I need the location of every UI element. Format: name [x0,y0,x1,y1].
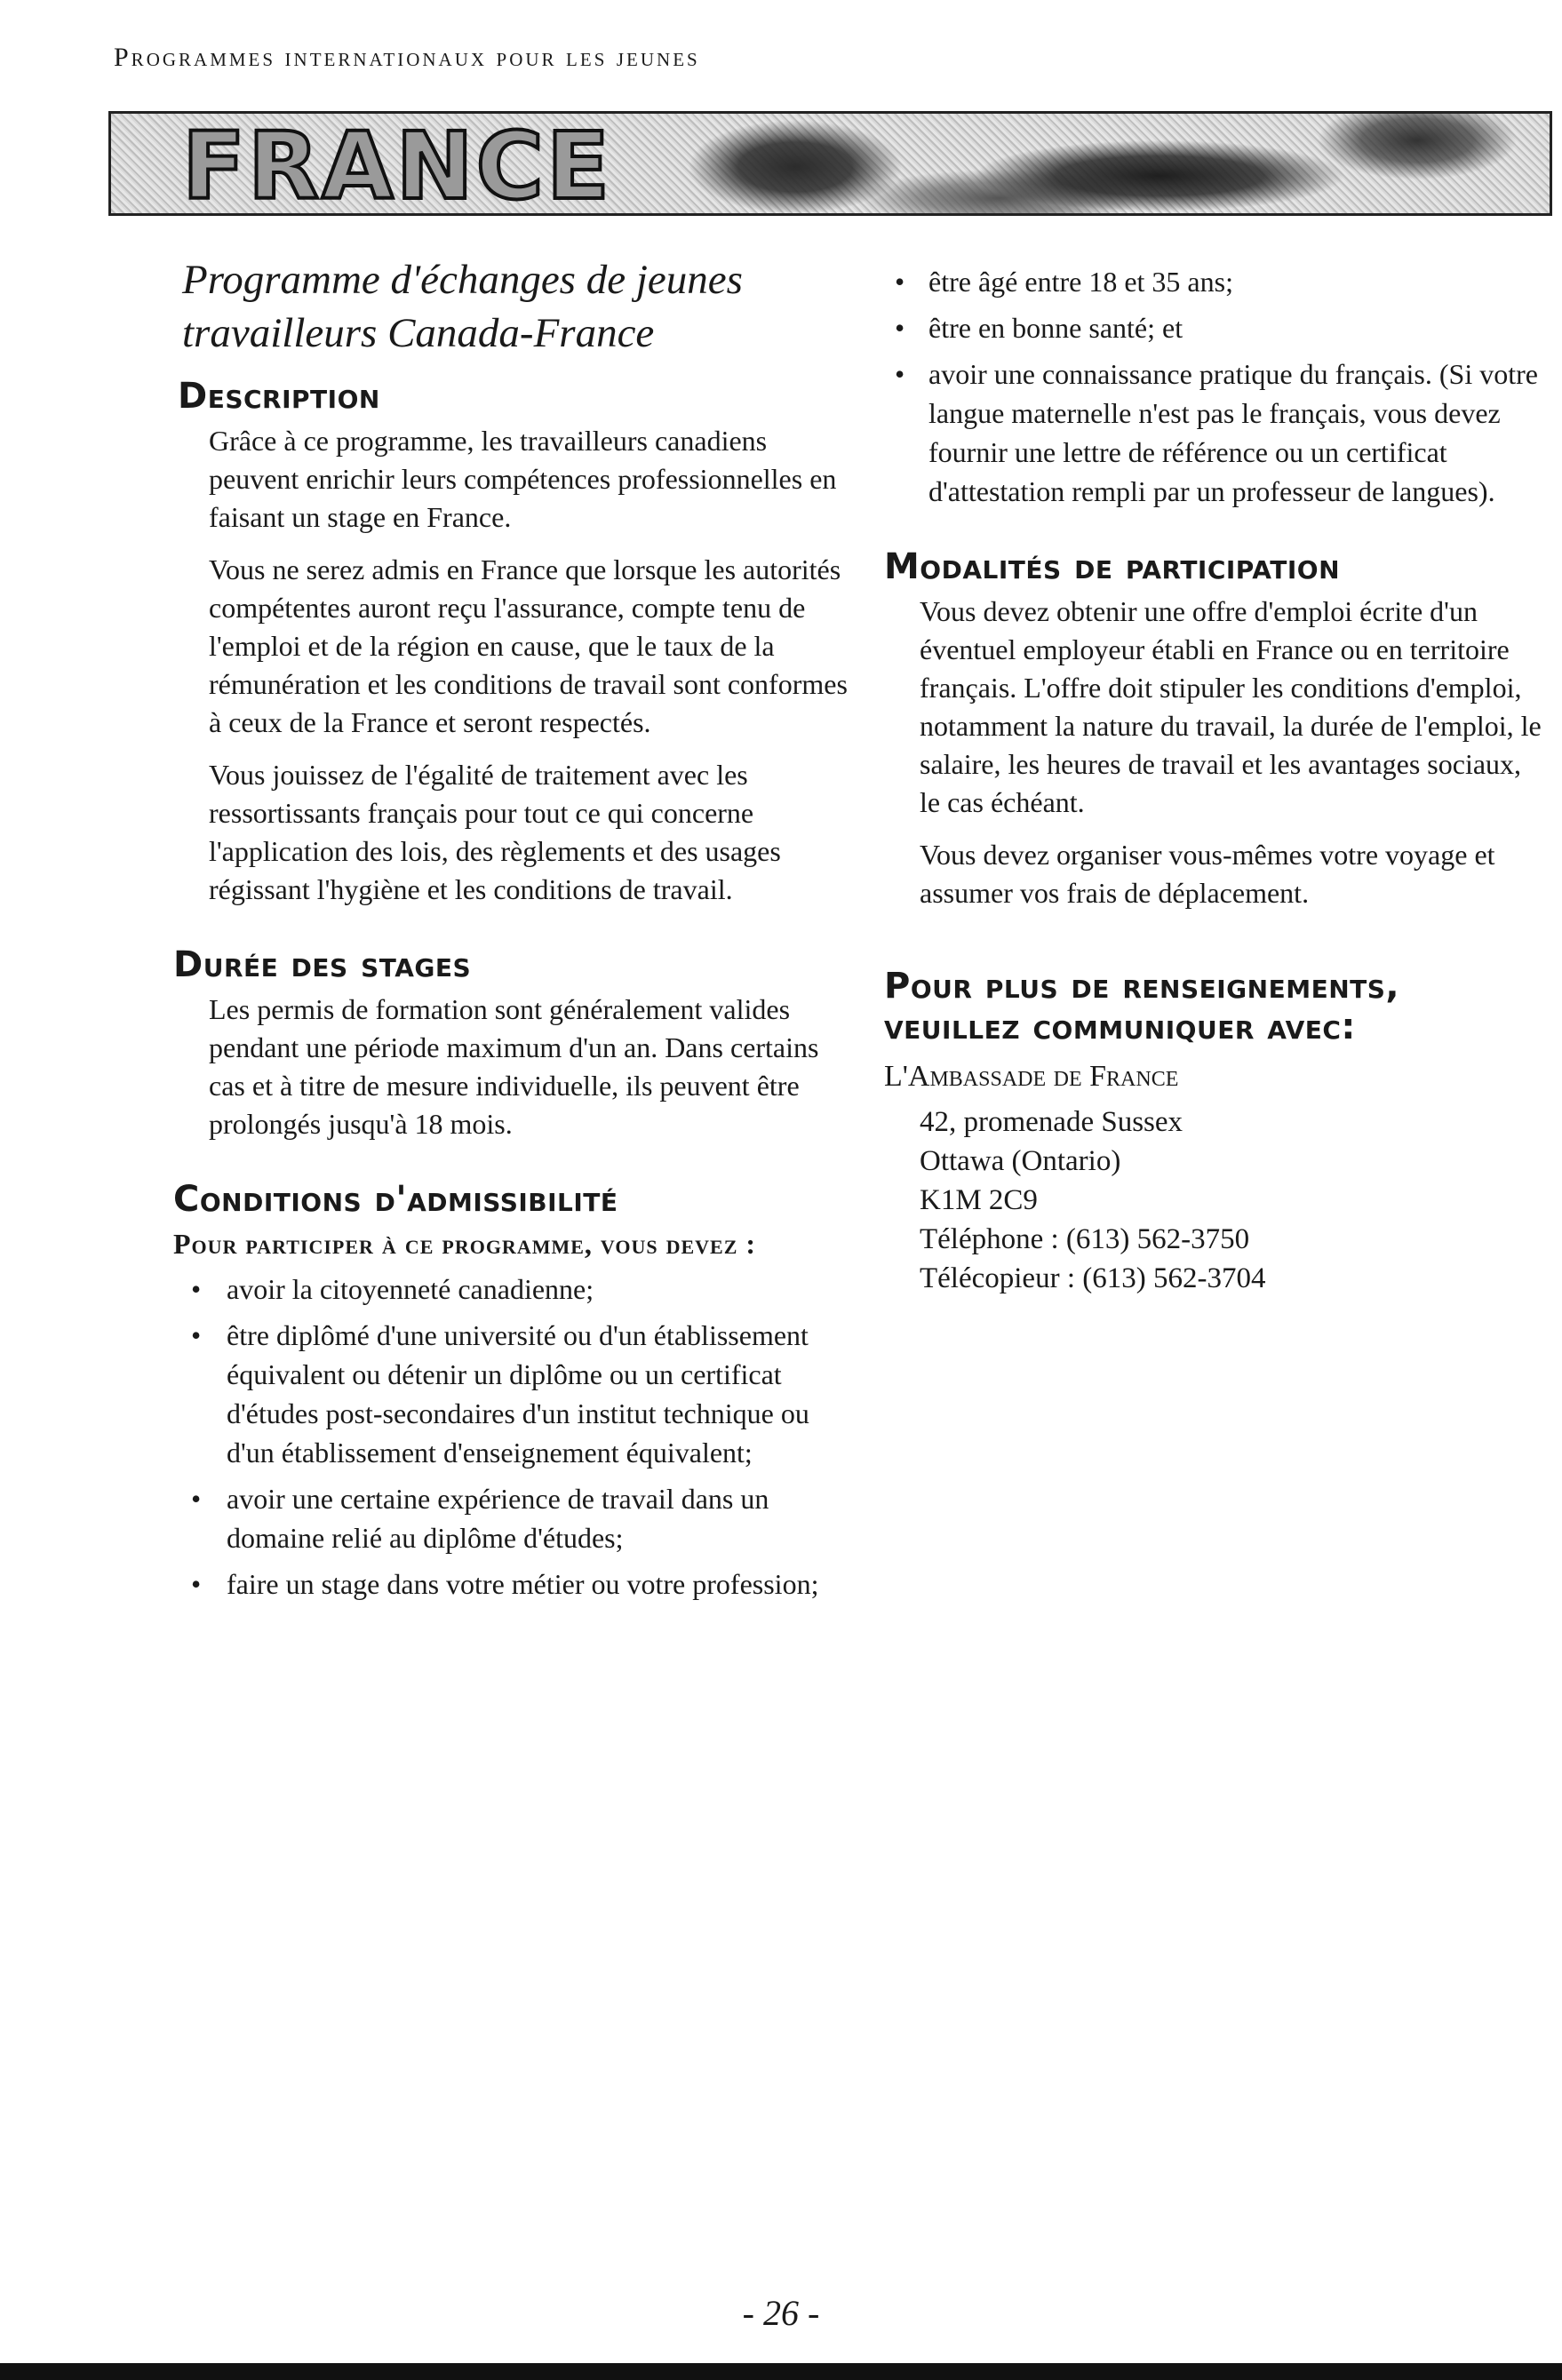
participation-section [884,546,1542,912]
list-item: • faire un stage dans votre métier ou votre profession; [173,1564,849,1604]
address-block [920,1102,1542,1298]
contact-section [884,966,1542,1298]
banner-title: FRANCE [182,112,613,216]
address-line: 42, promenade Sussex [920,1106,1183,1138]
duration-section [173,944,849,1143]
right-column [884,262,1542,1298]
eligibility-list-continued [884,262,1542,511]
eligibility-section [173,1179,849,1604]
list-item: • avoir une certaine expérience de travail dans un domaine relié au diplôme d'études; [173,1479,849,1557]
eligibility-heading: Conditions d'admissibilité [173,1179,618,1220]
list-item: • être diplômé d'une université ou d'un établissement équivalent ou détenir un diplôme ou un certificat d'études post-secondaires d'un institut technique ou d'un établissement d'enseignement équivalent; [173,1316,849,1472]
duration-paragraph: Les permis de formation sont généralement valides pendant une période maximum d'un an. Dans certains cas et à titre de mesure individuelle, ils peuvent être prolongés jusqu'à 18 mois. [209,993,819,1140]
contact-heading: Pour plus de renseignements, veuillez communiquer avec: [884,966,1400,1047]
phone-number: Téléphone : (613) 562-3750 [920,1223,1250,1255]
description-paragraph: Vous ne serez admis en France que lorsque les autorités compétentes auront reçu l'assurance, compte tenu de l'emploi et de la région en cause, que le taux de la rémunération et les conditions de travail sont conformes à ceux de la France et seront respectés. [209,553,848,738]
eligibility-intro: Pour participer à ce programme, vous devez : [173,1228,757,1260]
eligibility-list [173,1270,849,1604]
address-line: Ottawa (Ontario) [920,1145,1121,1177]
country-banner [108,111,1552,216]
running-head: Programmes internationaux pour les jeunes [114,43,700,72]
list-item: • être en bonne santé; et [884,308,1542,347]
participation-heading: Modalités de participation [884,546,1341,587]
participation-paragraph: Vous devez obtenir une offre d'emploi écrite d'un éventuel employeur établi en France ou en territoire français. L'offre doit stipuler les conditions d'emploi, notamment la nature du travail, la durée de l'emploi, le salaire, les heures de travail et les avantages sociaux, le cas échéant. [920,595,1542,818]
duration-heading: Durée des stages [173,944,472,985]
postal-code: K1M 2C9 [920,1184,1038,1216]
participation-paragraph: Vous devez organiser vous-mêmes votre voyage et assumer vos frais de déplacement. [920,839,1495,909]
description-section [173,376,849,909]
description-heading: Description [178,376,380,417]
list-item: • être âgé entre 18 et 35 ans; [884,262,1542,301]
description-paragraph: Vous jouissez de l'égalité de traitement avec les ressortissants français pour tout ce qui concerne l'application des lois, des règlements et des usages régissant l'hygiène et les conditions de travail. [209,759,781,905]
list-item: • avoir une connaissance pratique du français. (Si votre langue maternelle n'est pas le français, vous devez fournir une lettre de référence ou un certificat d'attestation rempli par un professeur de langues). [884,354,1542,511]
left-column [173,253,849,1639]
description-paragraph: Grâce à ce programme, les travailleurs canadiens peuvent enrichir leurs compétences professionnelles en faisant un stage en France. [209,425,837,533]
list-item: • avoir la citoyenneté canadienne; [173,1270,849,1309]
page-number: - 26 - [742,2293,820,2333]
program-title: Programme d'échanges de jeunes travailleurs Canada-France [182,257,743,356]
bottom-scan-edge [0,2363,1562,2380]
fax-number: Télécopieur : (613) 562-3704 [920,1262,1266,1294]
organization-name: L'Ambassade de France [884,1060,1179,1093]
